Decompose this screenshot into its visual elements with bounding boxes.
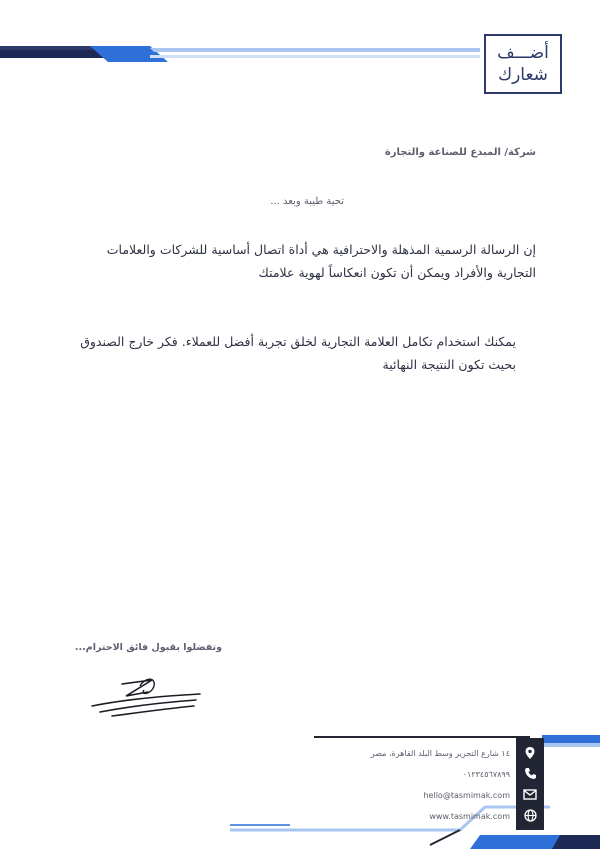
logo-text-line1: أضـــف <box>497 43 549 63</box>
email-address[interactable]: hello@tasmimak.com <box>423 791 510 800</box>
contact-details <box>310 743 510 827</box>
globe-icon <box>521 807 539 825</box>
greeting: تحية طيبة وبعد ... <box>270 196 344 207</box>
logo-placeholder <box>484 34 562 94</box>
closing-line: وتفضلوا بقبول فائق الاحترام... <box>74 642 222 653</box>
signature <box>82 670 202 720</box>
email-icon <box>521 786 539 804</box>
contact-icon-strip <box>516 738 544 830</box>
company-name: شركة/ المبدع للصناعة والتجارة <box>384 147 536 158</box>
website-url[interactable]: www.tasmimak.com <box>429 812 510 821</box>
body-paragraph-2: يمكنك استخدام تكامل العلامة التجارية لخلق تجربة أفضل للعملاء. فكر خارج الصندوق بحيث تكون النتيجة النهائية <box>80 334 516 372</box>
body-paragraph-1: إن الرسالة الرسمية المذهلة والاحترافية هي أداة اتصال أساسية للشركات والعلامات التجارية والأفراد ويمكن أن تكون انعكاساً لهوية علامتك <box>106 242 536 280</box>
logo-text-line2: شعارك <box>498 65 548 85</box>
phone-icon <box>521 765 539 783</box>
address-text: ١٤ شارع التحرير وسط البلد القاهرة، مصر <box>370 749 510 758</box>
location-pin-icon <box>521 744 539 762</box>
phone-number[interactable]: ٠١٢٣٤٥٦٧٨٩٩ <box>462 770 510 779</box>
